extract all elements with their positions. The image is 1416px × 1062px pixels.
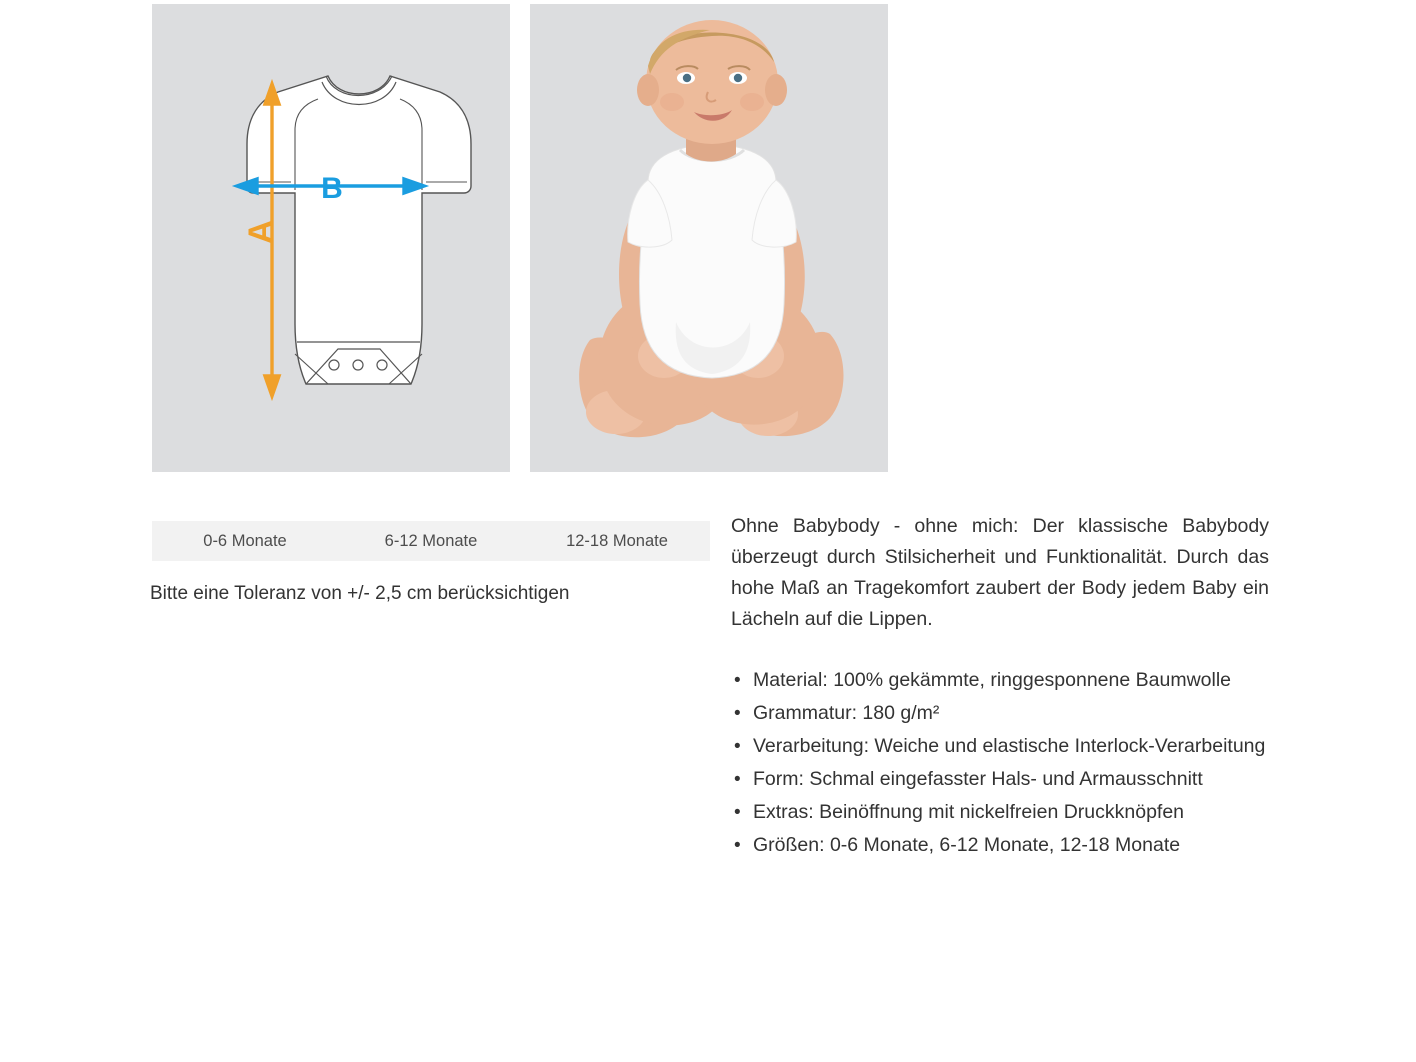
product-description (731, 511, 1269, 863)
list-item: • Grammatur: 180 g/m² (731, 698, 1269, 729)
bodysuit-technical-drawing (152, 4, 510, 472)
size-table (152, 521, 710, 561)
list-item: • Extras: Beinöffnung mit nickelfreien Druckknöpfen (731, 797, 1269, 828)
size-cell: 0-6 Monate (203, 531, 287, 550)
measurement-diagram-image (152, 4, 510, 472)
measure-label-a: A (242, 219, 280, 245)
product-images (152, 4, 888, 472)
tolerance-note: Bitte eine Toleranz von +/- 2,5 cm berücksichtigen (150, 583, 570, 604)
list-item: • Größen: 0-6 Monate, 6-12 Monate, 12-18 Monate (731, 830, 1269, 861)
size-cell: 6-12 Monate (384, 531, 478, 550)
list-item: • Verarbeitung: Weiche und elastische Interlock-Verarbeitung (731, 731, 1269, 762)
description-paragraph: Ohne Babybody - ohne mich: Der klassische Babybody überzeugt durch Stilsicherheit und Funktionalität. Durch das hohe Maß an Tragekomfort zaubert der Body jedem Baby ein Lächeln auf die Lippen. (731, 515, 1269, 630)
baby-photo-illustration (530, 4, 888, 472)
list-item: • Form: Schmal eingefasster Hals- und Armausschnitt (731, 764, 1269, 795)
measure-label-b: B (321, 172, 343, 205)
product-photo-image (530, 4, 888, 472)
list-item: • Material: 100% gekämmte, ringgesponnene Baumwolle (731, 665, 1269, 696)
specification-list (731, 665, 1269, 861)
size-cell: 12-18 Monate (566, 531, 668, 550)
